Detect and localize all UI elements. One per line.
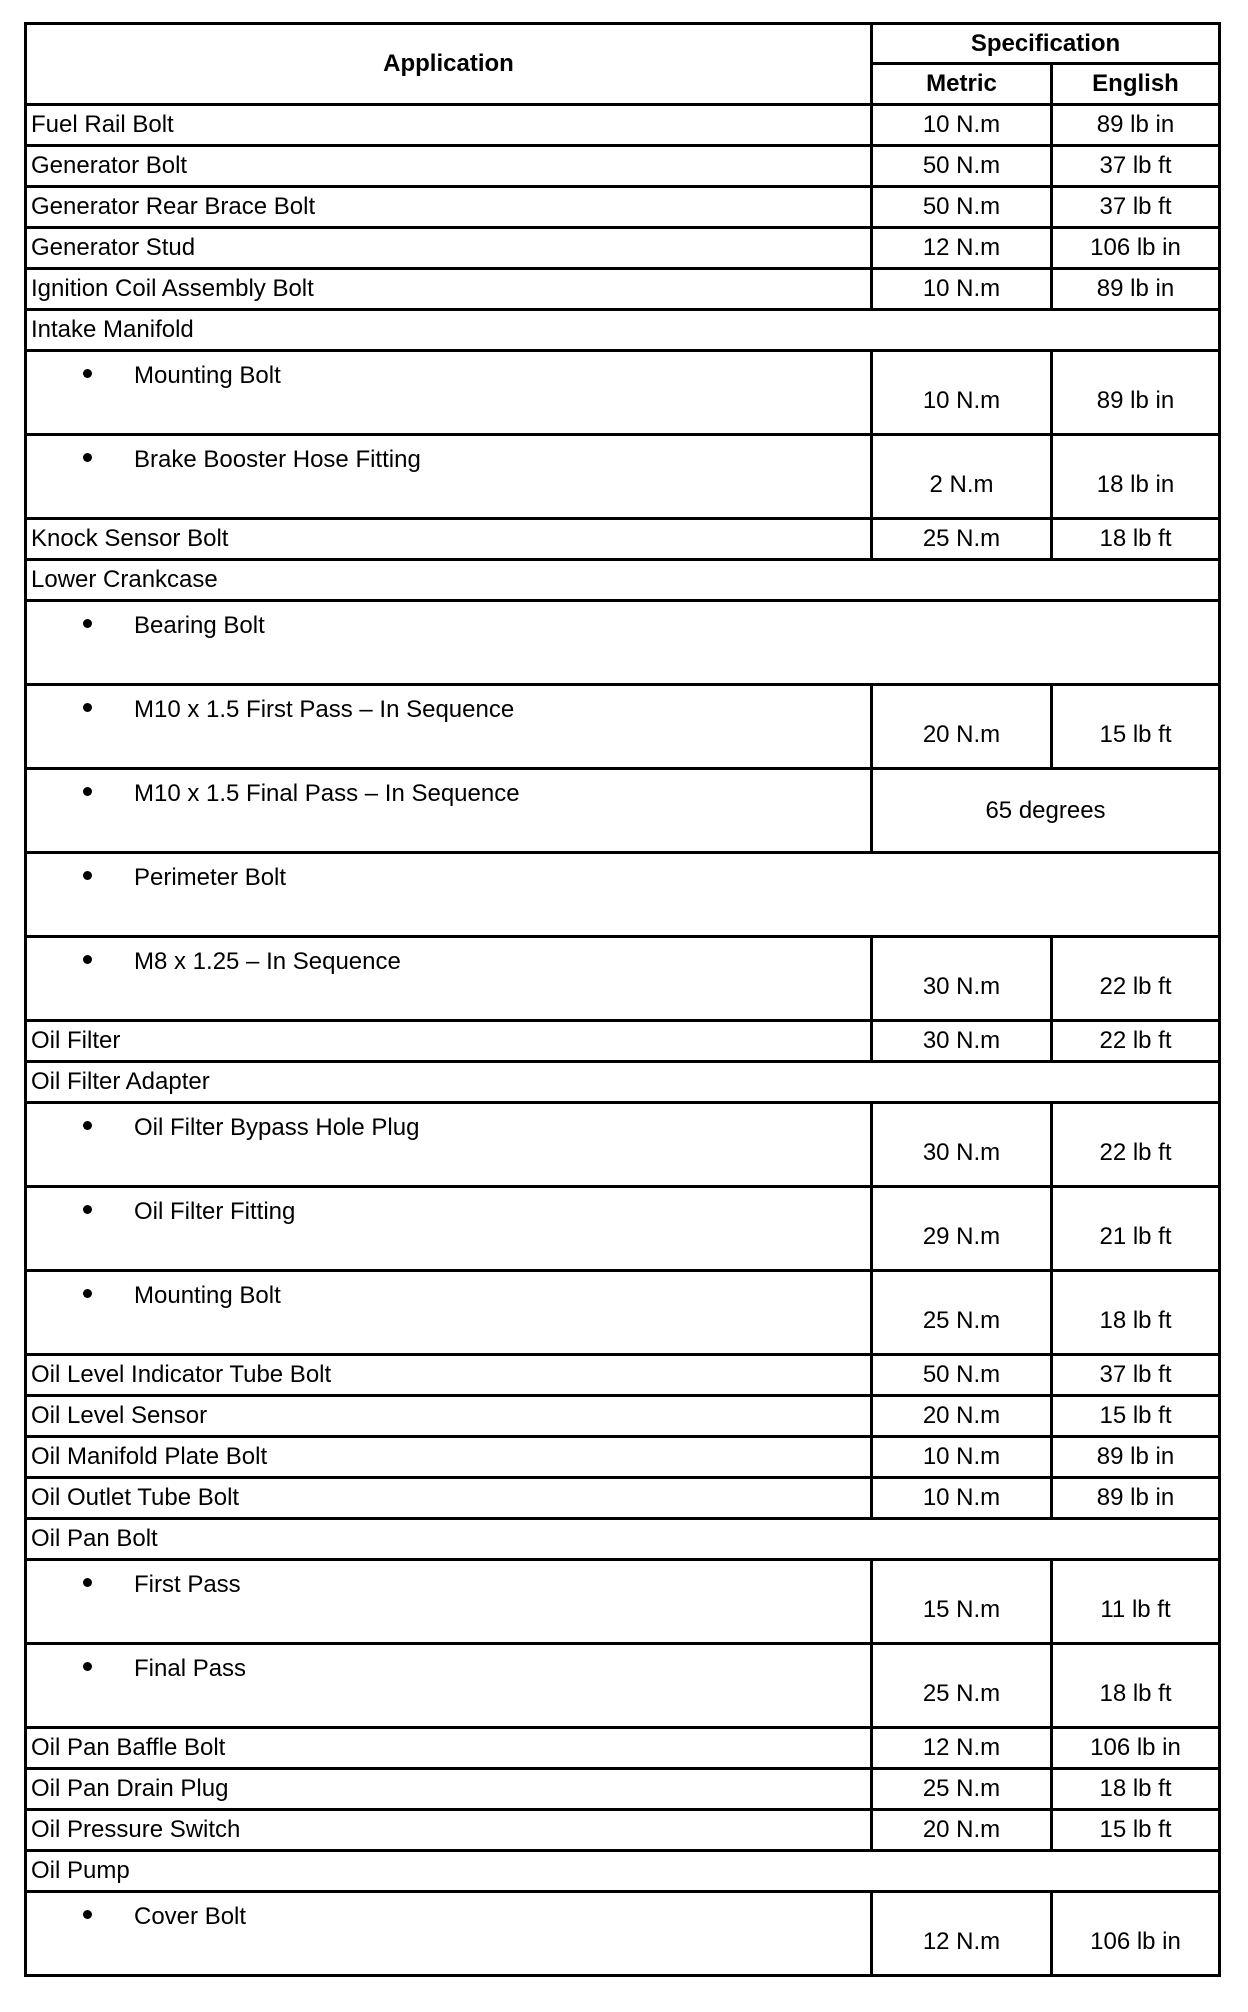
- table-row: [26, 269, 1220, 310]
- english-value-cell: 15 lb ft: [1052, 1810, 1220, 1851]
- application-label: Oil Pan Drain Plug: [26, 1769, 872, 1810]
- sub-application-cell: [26, 1271, 872, 1355]
- table-row: [26, 1021, 1220, 1062]
- sub-application-cell: [26, 1187, 872, 1271]
- application-label: Generator Bolt: [26, 146, 872, 187]
- english-value-cell: 89 lb in: [1052, 1437, 1220, 1478]
- application-label: Oil Level Indicator Tube Bolt: [26, 1355, 872, 1396]
- sub-application-cell: [26, 1644, 872, 1728]
- metric-value-cell: 50 N.m: [872, 1355, 1052, 1396]
- sub-application-label: M10 x 1.5 First Pass – In Sequence: [134, 696, 515, 723]
- table-row: [26, 105, 1220, 146]
- application-label: Ignition Coil Assembly Bolt: [26, 269, 872, 310]
- metric-value-cell: 25 N.m: [872, 1769, 1052, 1810]
- sub-application-cell: [26, 685, 872, 769]
- bullet-icon: [83, 871, 92, 880]
- english-value-cell: 21 lb ft: [1052, 1187, 1220, 1271]
- english-value-cell: 15 lb ft: [1052, 1396, 1220, 1437]
- bullet-icon: [83, 453, 92, 462]
- sub-application-label: Bearing Bolt: [134, 612, 265, 639]
- metric-value-cell: 30 N.m: [872, 1021, 1052, 1062]
- bullet-icon: [83, 1662, 92, 1671]
- bullet-icon: [83, 955, 92, 964]
- group-application-label: Oil Pump: [26, 1851, 1220, 1892]
- metric-value-cell: 30 N.m: [872, 1103, 1052, 1187]
- table-row: [26, 1355, 1220, 1396]
- metric-value-cell: 10 N.m: [872, 269, 1052, 310]
- metric-value-cell: 12 N.m: [872, 228, 1052, 269]
- sub-application-label: First Pass: [134, 1571, 241, 1598]
- bullet-icon: [83, 1578, 92, 1587]
- table-row: [26, 146, 1220, 187]
- table-row: [26, 1769, 1220, 1810]
- sub-application-label: Cover Bolt: [134, 1903, 247, 1930]
- sub-application-label: Mounting Bolt: [134, 362, 281, 389]
- metric-value-cell: 25 N.m: [872, 1271, 1052, 1355]
- english-value-cell: 22 lb ft: [1052, 1103, 1220, 1187]
- table-row: [26, 1851, 1220, 1892]
- header-application: Application: [26, 24, 872, 105]
- sub-application-cell: [26, 937, 872, 1021]
- english-value-cell: 18 lb ft: [1052, 519, 1220, 560]
- metric-value-cell: 10 N.m: [872, 105, 1052, 146]
- table-row: [26, 1519, 1220, 1560]
- table-row: [26, 1810, 1220, 1851]
- table-row: [26, 560, 1220, 601]
- english-value-cell: 37 lb ft: [1052, 146, 1220, 187]
- bullet-icon: [83, 1121, 92, 1130]
- table-row: [26, 435, 1220, 519]
- table-row: [26, 1728, 1220, 1769]
- sub-application-cell: [26, 769, 872, 853]
- table-row: [26, 769, 1220, 853]
- bullet-icon: [83, 787, 92, 796]
- application-label: Generator Stud: [26, 228, 872, 269]
- sub-application-cell: [26, 1892, 872, 1976]
- bullet-icon: [83, 703, 92, 712]
- metric-value-cell: 20 N.m: [872, 685, 1052, 769]
- english-value-cell: 89 lb in: [1052, 1478, 1220, 1519]
- sub-application-label: M10 x 1.5 Final Pass – In Sequence: [134, 780, 520, 807]
- application-label: Oil Pressure Switch: [26, 1810, 872, 1851]
- metric-value-cell: 50 N.m: [872, 187, 1052, 228]
- english-value-cell: 22 lb ft: [1052, 1021, 1220, 1062]
- application-label: Generator Rear Brace Bolt: [26, 187, 872, 228]
- sub-application-cell: [26, 853, 1220, 937]
- application-label: Fuel Rail Bolt: [26, 105, 872, 146]
- english-value-cell: 18 lb ft: [1052, 1644, 1220, 1728]
- english-value-cell: 106 lb in: [1052, 1892, 1220, 1976]
- group-application-label: Oil Pan Bolt: [26, 1519, 1220, 1560]
- application-label: Knock Sensor Bolt: [26, 519, 872, 560]
- metric-value-cell: 20 N.m: [872, 1810, 1052, 1851]
- table-row: [26, 351, 1220, 435]
- metric-value-cell: 2 N.m: [872, 435, 1052, 519]
- metric-value-cell: 20 N.m: [872, 1396, 1052, 1437]
- english-value-cell: 18 lb in: [1052, 435, 1220, 519]
- header-english: English: [1052, 64, 1220, 105]
- table-row: [26, 685, 1220, 769]
- header-metric: Metric: [872, 64, 1052, 105]
- sub-application-cell: [26, 601, 1220, 685]
- table-row: [26, 1478, 1220, 1519]
- metric-value-cell: 12 N.m: [872, 1892, 1052, 1976]
- table-row: [26, 187, 1220, 228]
- bullet-icon: [83, 1910, 92, 1919]
- spec-table-body: [26, 105, 1220, 1976]
- english-value-cell: 37 lb ft: [1052, 1355, 1220, 1396]
- english-value-cell: 106 lb in: [1052, 1728, 1220, 1769]
- metric-value-cell: 25 N.m: [872, 519, 1052, 560]
- group-application-label: Oil Filter Adapter: [26, 1062, 1220, 1103]
- sub-application-cell: [26, 1560, 872, 1644]
- metric-value-cell: 12 N.m: [872, 1728, 1052, 1769]
- header-row-top: [26, 24, 1220, 64]
- table-row: [26, 1892, 1220, 1976]
- bullet-icon: [83, 1289, 92, 1298]
- table-row: [26, 228, 1220, 269]
- table-row: [26, 853, 1220, 937]
- english-value-cell: 15 lb ft: [1052, 685, 1220, 769]
- table-row: [26, 1644, 1220, 1728]
- sub-application-label: Final Pass: [134, 1655, 247, 1682]
- metric-value-cell: 15 N.m: [872, 1560, 1052, 1644]
- metric-value-cell: 10 N.m: [872, 351, 1052, 435]
- english-value-cell: 89 lb in: [1052, 105, 1220, 146]
- table-row: [26, 519, 1220, 560]
- table-row: [26, 1103, 1220, 1187]
- table-row: [26, 1560, 1220, 1644]
- english-value-cell: 89 lb in: [1052, 269, 1220, 310]
- table-row: [26, 1437, 1220, 1478]
- english-value-cell: 22 lb ft: [1052, 937, 1220, 1021]
- sub-application-cell: [26, 435, 872, 519]
- application-label: Oil Outlet Tube Bolt: [26, 1478, 872, 1519]
- application-label: Oil Filter: [26, 1021, 872, 1062]
- sub-application-cell: [26, 351, 872, 435]
- table-row: [26, 1271, 1220, 1355]
- metric-value-cell: 10 N.m: [872, 1478, 1052, 1519]
- bullet-icon: [83, 369, 92, 378]
- sub-application-label: Brake Booster Hose Fitting: [134, 446, 421, 473]
- english-value-cell: 18 lb ft: [1052, 1769, 1220, 1810]
- application-label: Oil Manifold Plate Bolt: [26, 1437, 872, 1478]
- torque-spec-table: [24, 22, 1221, 1977]
- sub-application-label: M8 x 1.25 – In Sequence: [134, 948, 401, 975]
- metric-value-cell: 29 N.m: [872, 1187, 1052, 1271]
- metric-value-cell: 10 N.m: [872, 1437, 1052, 1478]
- sub-application-label: Oil Filter Fitting: [134, 1198, 296, 1225]
- sub-application-label: Oil Filter Bypass Hole Plug: [134, 1114, 420, 1141]
- english-value-cell: 11 lb ft: [1052, 1560, 1220, 1644]
- table-row: [26, 1396, 1220, 1437]
- group-application-label: Lower Crankcase: [26, 560, 1220, 601]
- sub-application-cell: [26, 1103, 872, 1187]
- application-label: Oil Pan Baffle Bolt: [26, 1728, 872, 1769]
- english-value-cell: 18 lb ft: [1052, 1271, 1220, 1355]
- table-row: [26, 937, 1220, 1021]
- sub-application-label: Perimeter Bolt: [134, 864, 287, 891]
- english-value-cell: 89 lb in: [1052, 351, 1220, 435]
- spec-value-cell: 65 degrees: [872, 769, 1220, 853]
- group-application-label: Intake Manifold: [26, 310, 1220, 351]
- english-value-cell: 106 lb in: [1052, 228, 1220, 269]
- bullet-icon: [83, 619, 92, 628]
- english-value-cell: 37 lb ft: [1052, 187, 1220, 228]
- metric-value-cell: 25 N.m: [872, 1644, 1052, 1728]
- table-row: [26, 1187, 1220, 1271]
- metric-value-cell: 30 N.m: [872, 937, 1052, 1021]
- bullet-icon: [83, 1205, 92, 1214]
- metric-value-cell: 50 N.m: [872, 146, 1052, 187]
- table-row: [26, 601, 1220, 685]
- table-row: [26, 1062, 1220, 1103]
- sub-application-label: Mounting Bolt: [134, 1282, 281, 1309]
- header-specification: Specification: [872, 24, 1220, 64]
- table-row: [26, 310, 1220, 351]
- application-label: Oil Level Sensor: [26, 1396, 872, 1437]
